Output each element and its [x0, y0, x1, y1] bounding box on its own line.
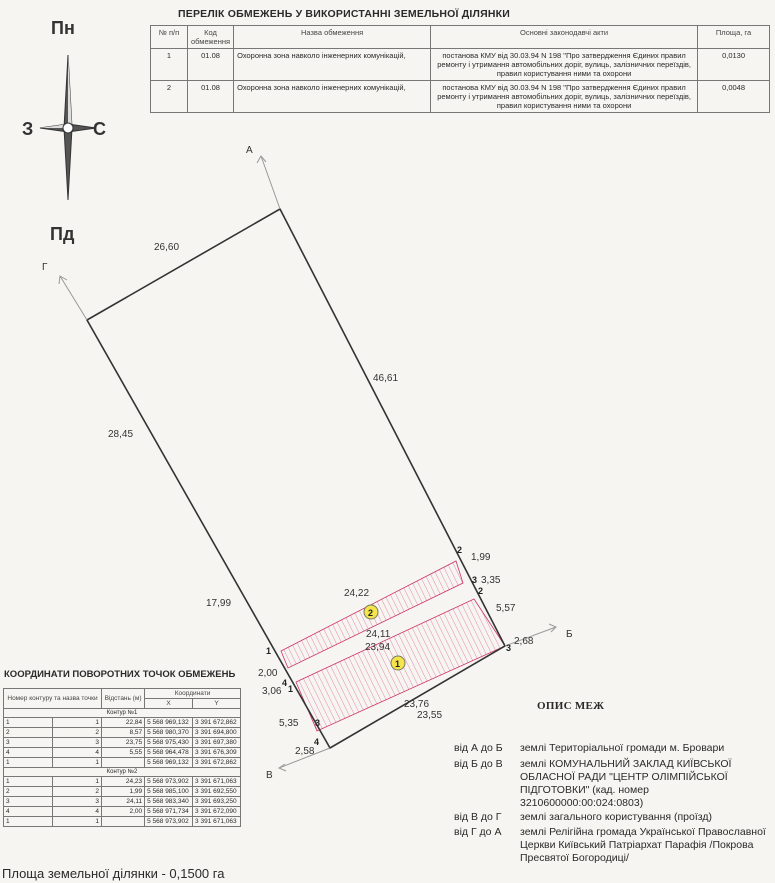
- dim-right-3-35: 3,35: [481, 575, 501, 586]
- point-l4: 4: [282, 678, 288, 688]
- dim-right-1-99: 1,99: [471, 552, 491, 563]
- restrictions-table: [150, 25, 770, 113]
- dim-left-upper: 28,45: [108, 429, 134, 440]
- dim-zone2-top: 24,22: [344, 588, 370, 599]
- dim-top: 26,60: [154, 242, 180, 253]
- table-row: 1 1 5 568 973,902 3 391 671,063: [4, 817, 241, 827]
- compass-rose: [22, 18, 106, 244]
- restr-header-name: Назва обмеження: [234, 26, 431, 49]
- restr-header-area: Площа, га: [698, 26, 770, 49]
- compass-west: З: [22, 119, 34, 139]
- dim-bottom-1: 23,76: [404, 699, 430, 710]
- dim-left-2-00: 2,00: [258, 668, 278, 679]
- boundary-text-ga: землі Релігійна громада Української Православної Церкви Київський Патріархат Парафія /Покрова Пресвятої Богородиці/: [520, 826, 766, 864]
- dim-zone1-top: 23,94: [365, 642, 391, 653]
- coordinates-table: [3, 688, 241, 827]
- boundary-text-vg: землі загального користування (проїзд): [520, 811, 712, 823]
- table-row: 4 4 2,00 5 568 971,734 3 391 672,090: [4, 807, 241, 817]
- table-row: 3 3 23,75 5 568 975,430 3 391 697,380: [4, 738, 241, 748]
- parcel-area: Площа земельної ділянки - 0,1500 га: [2, 866, 225, 881]
- dim-left-2-58: 2,58: [295, 746, 315, 757]
- coord-header-y: Y: [193, 699, 241, 709]
- dim-zone2-bottom: 24,11: [366, 629, 391, 640]
- table-row: 1 1 24,23 5 568 973,902 3 391 671,063: [4, 777, 241, 787]
- dim-left-5-35: 5,35: [279, 718, 299, 729]
- table-row: 2 01.08 Охоронна зона навколо інженерних комунікацій, постанова КМУ від 30.03.94 N 198 "Про затвердження Єдиних правил ремонту і утримання автомобільних доріг, вулиць, залізничних переїздів, правил користування ними та охорони 0,0048: [151, 81, 770, 113]
- table-row: 3 3 24,11 5 568 983,340 3 391 693,250: [4, 797, 241, 807]
- corner-letter-a: А: [246, 145, 253, 156]
- coord-header-num: Номер контуру та назва точки: [4, 689, 102, 709]
- zone-marker-1: [391, 656, 405, 670]
- boundary-range-bv: від Б до В: [454, 758, 503, 770]
- table-row: 2 2 8,57 5 568 980,370 3 391 694,800: [4, 728, 241, 738]
- coord-header-coords: Координати: [145, 689, 241, 699]
- restr-header-code: Код обмеження: [188, 26, 234, 49]
- coordinates-title: КООРДИНАТИ ПОВОРОТНИХ ТОЧОК ОБМЕЖЕНЬ: [4, 669, 236, 680]
- dim-bottom-2: 23,55: [417, 710, 443, 721]
- point-r3: 3: [472, 575, 478, 585]
- restrictions-title: ПЕРЕЛІК ОБМЕЖЕНЬ У ВИКОРИСТАННІ ЗЕМЕЛЬНОЇ ДІЛЯНКИ: [178, 8, 510, 20]
- boundary-text-ab: землі Територіальної громади м. Бровари: [520, 742, 725, 754]
- point-r3b: 3: [506, 643, 512, 653]
- point-l1b: 1: [288, 684, 294, 694]
- zone-marker-2: [364, 605, 378, 619]
- point-l1: 1: [266, 646, 272, 656]
- contour1-label: Контур №1: [4, 709, 241, 718]
- compass-north: Пн: [51, 18, 75, 38]
- corner-letter-b: Б: [566, 629, 573, 640]
- boundary-range-vg: від В до Г: [454, 811, 502, 823]
- point-r2a: 2: [457, 545, 463, 555]
- dim-left-3-06: 3,06: [262, 686, 282, 697]
- point-r2b: 2: [478, 586, 484, 596]
- table-row: 1 01.08 Охоронна зона навколо інженерних комунікацій, постанова КМУ від 30.03.94 N 198 "Про затвердження Єдиних правил ремонту і утримання автомобільних доріг, вулиць, залізничних переїздів, правил користування ними та охорони 0,0130: [151, 49, 770, 81]
- table-row: 1 1 22,84 5 568 969,132 3 391 672,862: [4, 718, 241, 728]
- corner-letter-v: В: [266, 770, 273, 781]
- restr-header-act: Основні законодавчі акти: [431, 26, 698, 49]
- boundary-range-ga: від Г до А: [454, 826, 502, 838]
- point-l4b: 4: [314, 737, 320, 747]
- coord-header-dist: Відстань (м): [102, 689, 145, 709]
- compass-south: Пд: [50, 224, 75, 244]
- corner-letter-g: Г: [42, 262, 48, 273]
- dim-left-lower: 17,99: [206, 598, 232, 609]
- boundary-text-bv: землі КОМУНАЛЬНИЙ ЗАКЛАД КИЇВСЬКОЇ ОБЛАСНОЇ РАДИ "ЦЕНТР ОЛІМПІЙСЬКОЇ ПІДГОТОВКИ" (кад. номер 3210600000:00:024:0803): [520, 758, 732, 809]
- boundaries-title: ОПИС МЕЖ: [537, 700, 605, 712]
- dim-right-2-68: 2,68: [514, 636, 534, 647]
- coord-header-x: X: [145, 699, 193, 709]
- svg-text:2: 2: [368, 608, 374, 618]
- svg-text:1: 1: [395, 659, 401, 669]
- table-row: 2 2 1,99 5 568 985,100 3 391 692,550: [4, 787, 241, 797]
- dim-right-5-57: 5,57: [496, 603, 516, 614]
- compass-east: С: [93, 119, 106, 139]
- dim-right: 46,61: [373, 373, 399, 384]
- table-row: 4 4 5,55 5 568 964,478 3 391 676,309: [4, 748, 241, 758]
- table-row: 1 1 5 568 969,132 3 391 672,862: [4, 758, 241, 768]
- point-l3: 3: [315, 718, 321, 728]
- restr-header-no: № п/п: [151, 26, 188, 49]
- contour2-label: Контур №2: [4, 768, 241, 777]
- boundary-range-ab: від А до Б: [454, 742, 503, 754]
